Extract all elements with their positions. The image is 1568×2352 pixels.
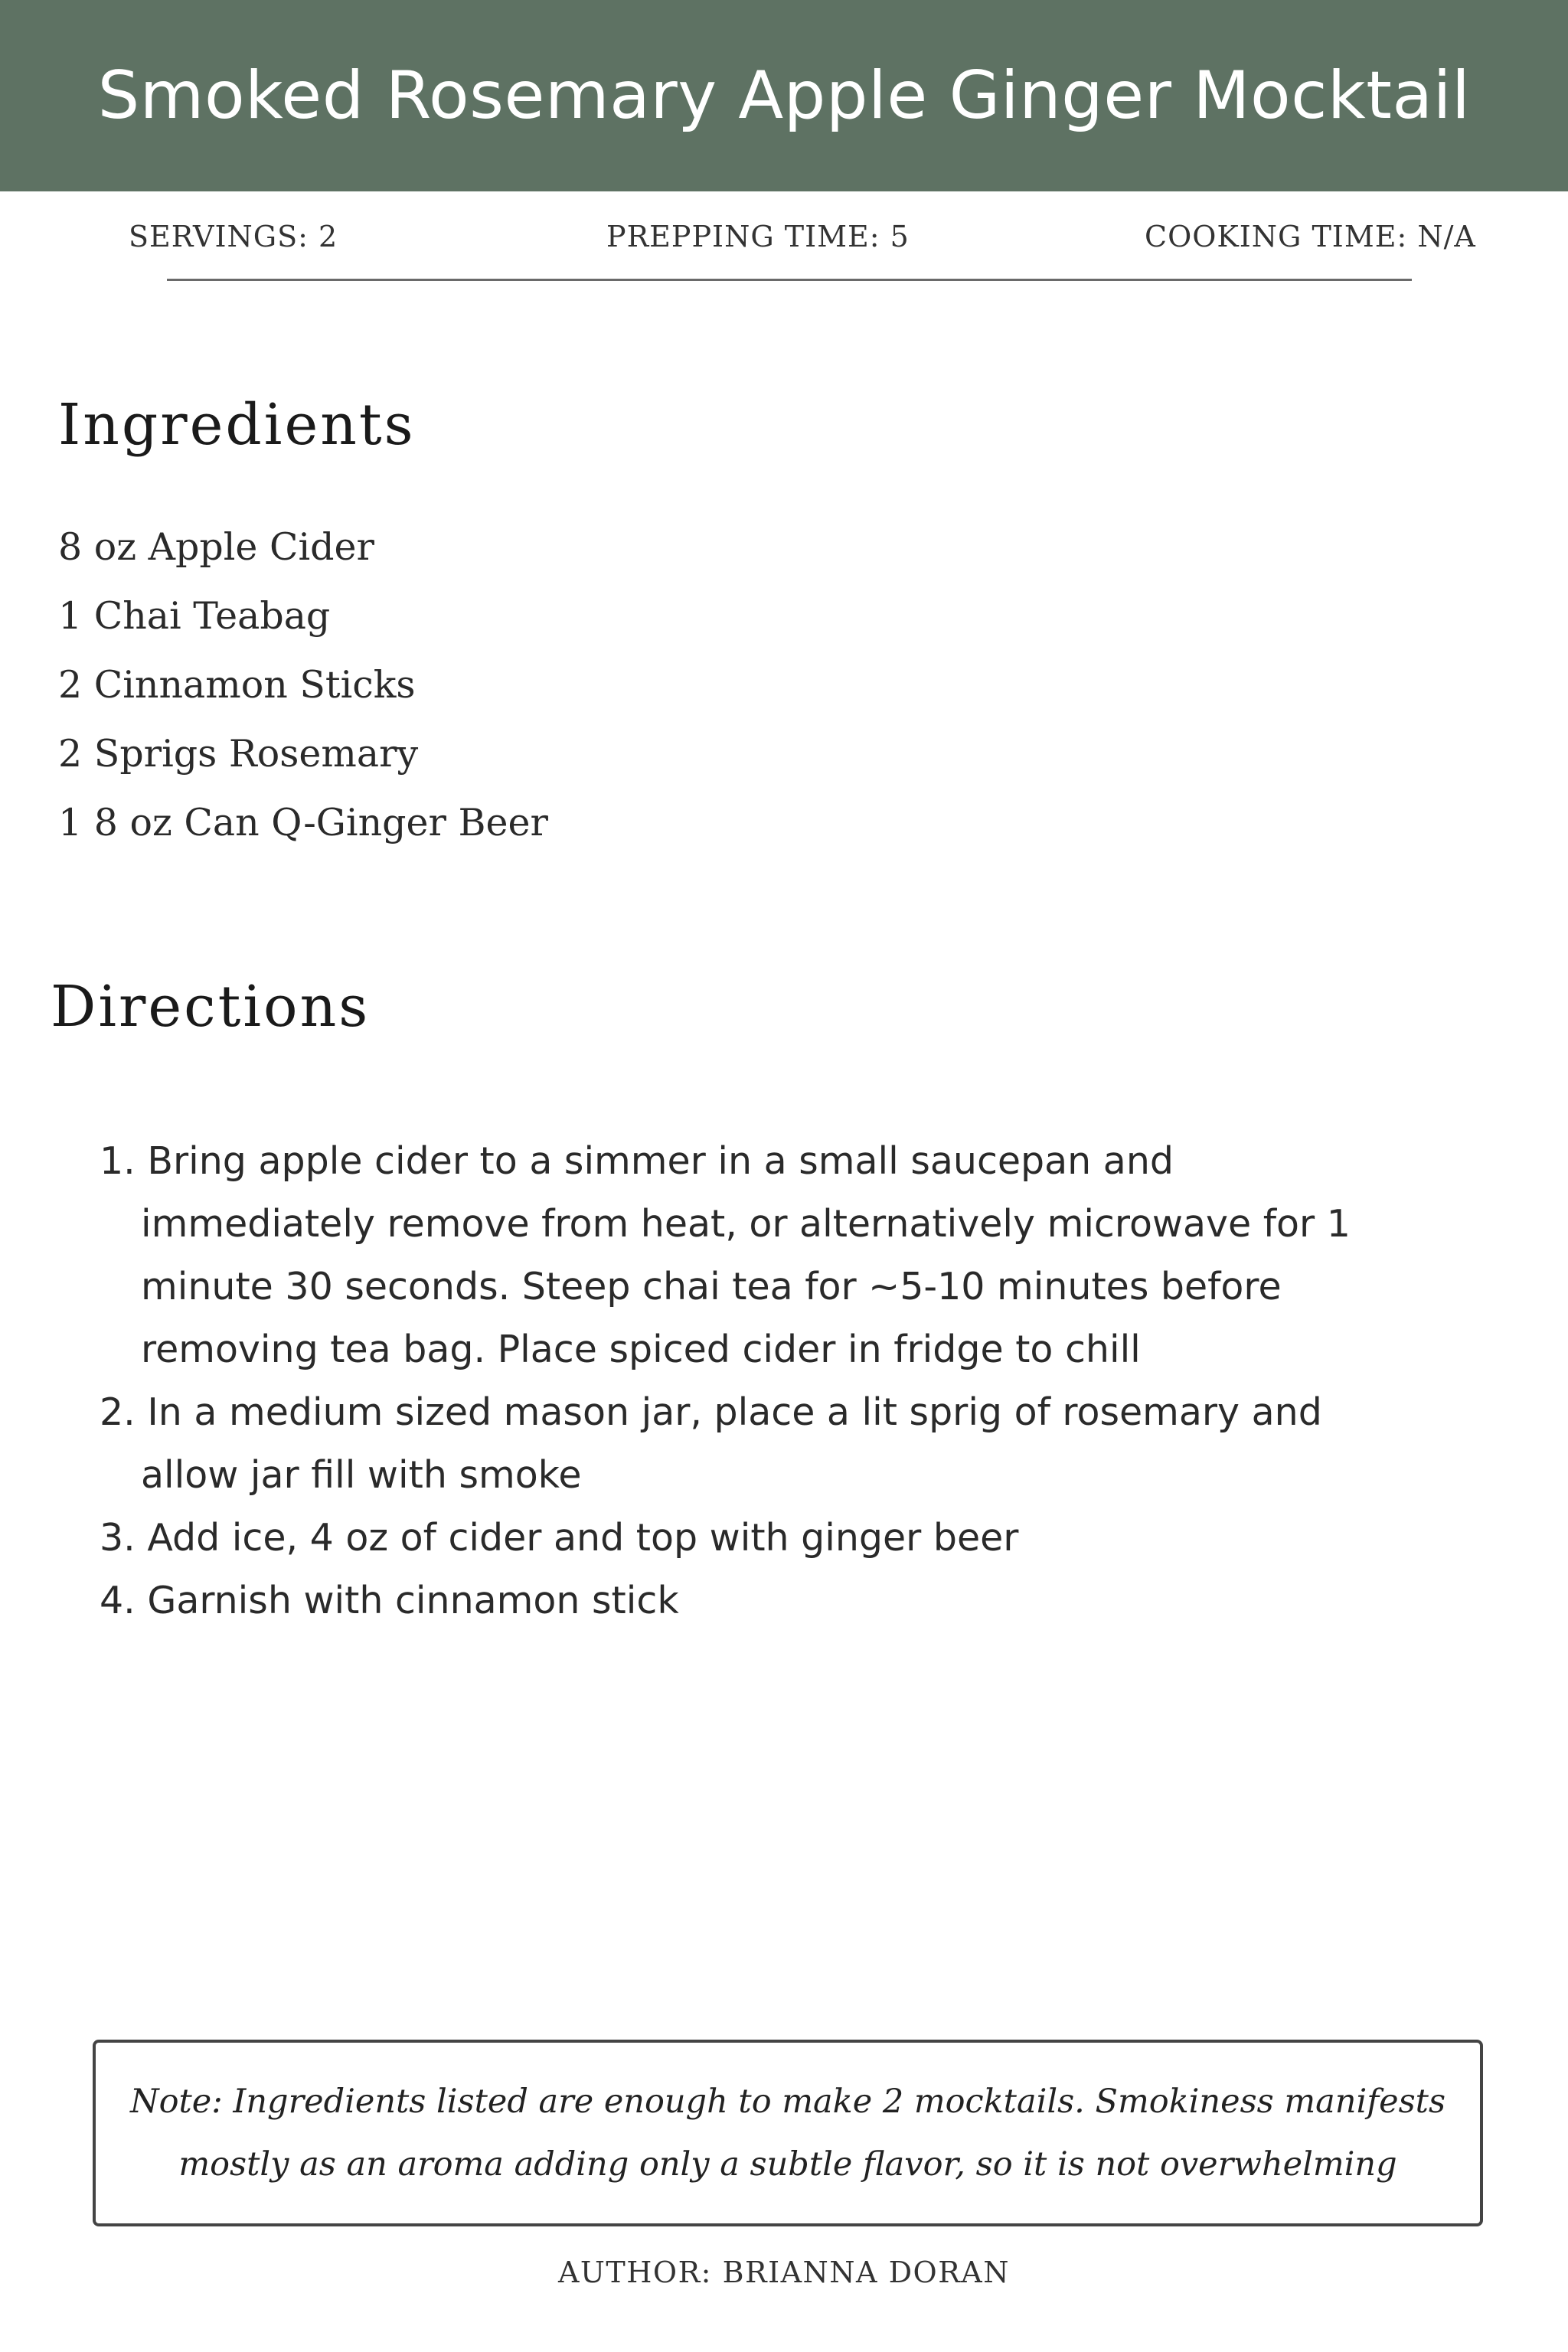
step-text: Bring apple cider to a simmer in a small saucepan and immediately remove from heat, or alternatively microwave for 1 minute 30 seconds. Steep chai tea for ~5-10 minutes before removing tea bag. Place spiced cider in fridge to chill — [141, 1139, 1351, 1371]
header-divider — [167, 279, 1412, 281]
note-box — [93, 2040, 1483, 2226]
note-text: Note: Ingredients listed are enough to make 2 mocktails. Smokiness manifests mostly as an aroma adding only a subtle flavor, so it is not overwhelming — [129, 2082, 1446, 2184]
directions-list — [70, 1130, 1387, 1632]
prep-time-label: PREPPING TIME: 5 — [606, 220, 910, 253]
recipe-title: Smoked Rosemary Apple Ginger Mocktail — [97, 57, 1471, 134]
ingredient-item: 1 Chai Teabag — [58, 594, 331, 638]
step-text: Garnish with cinnamon stick — [147, 1579, 679, 1622]
step-text: In a medium sized mason jar, place a lit sprig of rosemary and allow jar fill with smoke — [141, 1390, 1322, 1497]
direction-step — [70, 1130, 1387, 1381]
step-number: 3. — [100, 1516, 136, 1560]
step-number: 4. — [100, 1579, 136, 1622]
author-credit: AUTHOR: BRIANNA DORAN — [557, 2256, 1011, 2289]
step-text: Add ice, 4 oz of cider and top with ginger beer — [147, 1516, 1019, 1560]
step-number: 1. — [100, 1139, 136, 1183]
ingredient-item: 2 Sprigs Rosemary — [58, 732, 419, 776]
servings-label: SERVINGS: 2 — [129, 220, 338, 253]
directions-heading: Directions — [51, 974, 371, 1040]
direction-step — [70, 1570, 1387, 1632]
ingredient-item: 2 Cinnamon Sticks — [58, 663, 416, 707]
ingredients-heading: Ingredients — [58, 392, 416, 458]
direction-step — [70, 1507, 1387, 1570]
ingredient-item: 1 8 oz Can Q-Ginger Beer — [58, 801, 548, 844]
ingredient-item: 8 oz Apple Cider — [58, 525, 374, 569]
step-number: 2. — [100, 1390, 136, 1434]
direction-step — [70, 1381, 1387, 1507]
cook-time-label: COOKING TIME: N/A — [1145, 220, 1476, 253]
ingredients-list — [58, 513, 548, 858]
